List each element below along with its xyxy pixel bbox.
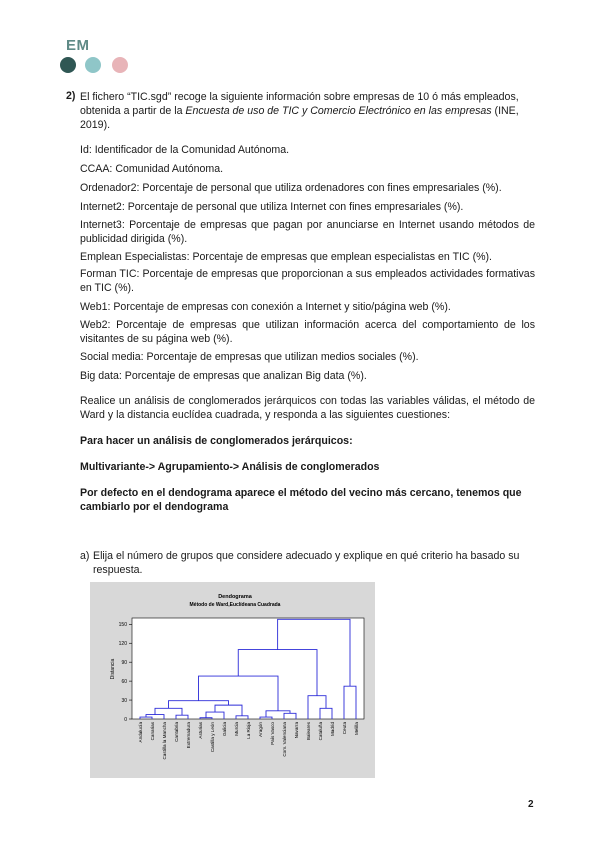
- leaf-label: La Rioja: [245, 722, 251, 739]
- leaf-label: Com. Valenciana: [281, 722, 287, 757]
- variable-item: Big data: Porcentaje de empresas que analizan Big data (%).: [80, 370, 367, 382]
- dendrogram-svg: [90, 582, 375, 778]
- leaf-label: Ceuta: [341, 722, 347, 735]
- intro-line-1: El fichero “TIC.sgd” recoge la siguiente información sobre empresas de 10 ó más empleados,: [80, 91, 519, 103]
- y-axis-label: Distancia: [110, 658, 116, 680]
- variable-item: Social media: Porcentaje de empresas que utilizan medios sociales (%).: [80, 351, 419, 363]
- variable-item: Web2: Porcentaje de empresas que utilizan información acerca del comportamiento de los visitantes de su página web (%).: [80, 319, 535, 346]
- y-tick-label: 120: [118, 641, 127, 648]
- question-intro: [80, 90, 535, 133]
- leaf-label: Madrid: [329, 722, 335, 737]
- plot-area: [132, 618, 364, 719]
- leaf-label: Extremadura: [185, 722, 191, 749]
- logo-dot-light: [85, 57, 101, 73]
- y-tick-label: 60: [121, 678, 127, 685]
- leaf-label: Melilla: [353, 722, 359, 736]
- leaf-label: Andalucía: [137, 722, 143, 743]
- variable-item: CCAA: Comunidad Autónoma.: [80, 163, 224, 175]
- leaf-label: Navarra: [293, 722, 299, 739]
- chart-subtitle: Método de Ward,Euclídeana Cuadrada: [189, 602, 281, 608]
- leaf-labels: [138, 721, 359, 759]
- leaf-label: País Vasco: [269, 722, 275, 745]
- y-axis: [119, 622, 132, 723]
- variable-item: Id: Identificador de la Comunidad Autónoma.: [80, 144, 290, 156]
- leaf-label: Murcia: [233, 722, 239, 736]
- leaf-label: Castilla y León: [209, 722, 215, 753]
- leaf-label: Asturias: [197, 722, 203, 739]
- dendrogram-chart: [90, 582, 375, 778]
- y-tick-label: 0: [124, 716, 127, 723]
- y-tick-label: 150: [118, 622, 127, 629]
- leaf-label: Cantabria: [173, 722, 179, 742]
- page-number: 2: [528, 799, 534, 810]
- leaf-label: Galicia: [221, 722, 227, 737]
- menu-path: Multivariante-> Agrupamiento-> Análisis de conglomerados: [80, 461, 380, 473]
- leaf-label: Aragón: [257, 722, 263, 737]
- note-title: Para hacer un análisis de conglomerados jerárquicos:: [80, 435, 353, 447]
- intro-line-3: 2019).: [80, 119, 111, 132]
- instruction-text: Realice un análisis de conglomerados jerárquicos con todas las variables válidas, el método de Ward y la distancia euclídea cuadrada, y responda a las siguientes cuestiones:: [80, 395, 535, 422]
- logo-text: EM: [66, 37, 90, 54]
- variable-item: Emplean Especialistas: Porcentaje de empresas que emplean especialistas en TIC (%).: [80, 251, 492, 263]
- question-number: 2): [66, 90, 76, 102]
- variable-item: Internet3: Porcentaje de empresas que pagan por anunciarse en Internet usando métodos de publicidad dirigida (%).: [80, 219, 535, 246]
- sub-question-text: Elija el número de grupos que considere adecuado y explique en qué criterio ha basado su respuesta.: [93, 550, 520, 577]
- dendrogram-note: Por defecto en el dendograma aparece el método del vecino más cercano, tenemos que cambiarlo por el dendograma: [80, 487, 522, 514]
- leaf-label: Baleares: [305, 722, 311, 741]
- y-tick-label: 90: [121, 659, 127, 666]
- variable-item: Web1: Porcentaje de empresas con conexión a Internet y sitio/página web (%).: [80, 301, 451, 313]
- chart-title: Dendograma: [218, 594, 252, 600]
- leaf-label: Cataluña: [317, 722, 323, 741]
- logo-dot-pink: [112, 57, 128, 73]
- leaf-label: Castilla la Mancha: [161, 722, 167, 760]
- leaf-label: Canarias: [149, 722, 155, 741]
- variable-item: Forman TIC: Porcentaje de empresas que proporcionan a sus empleados actividades formativas en TIC (%).: [80, 268, 535, 295]
- variable-item: Internet2: Porcentaje de personal que utiliza Internet con fines empresariales (%).: [80, 201, 464, 213]
- intro-line-2-end: (INE,: [491, 105, 519, 118]
- logo-dot-dark: [60, 57, 76, 73]
- variable-item: Ordenador2: Porcentaje de personal que utiliza ordenadores con fines empresariales (%).: [80, 182, 502, 194]
- y-tick-label: 30: [121, 697, 127, 704]
- sub-question-label: a): [80, 550, 90, 562]
- intro-line-2: obtenida a partir de la: [80, 105, 186, 118]
- survey-name: Encuesta de uso de TIC y Comercio Electrónico en las empresas: [185, 105, 492, 118]
